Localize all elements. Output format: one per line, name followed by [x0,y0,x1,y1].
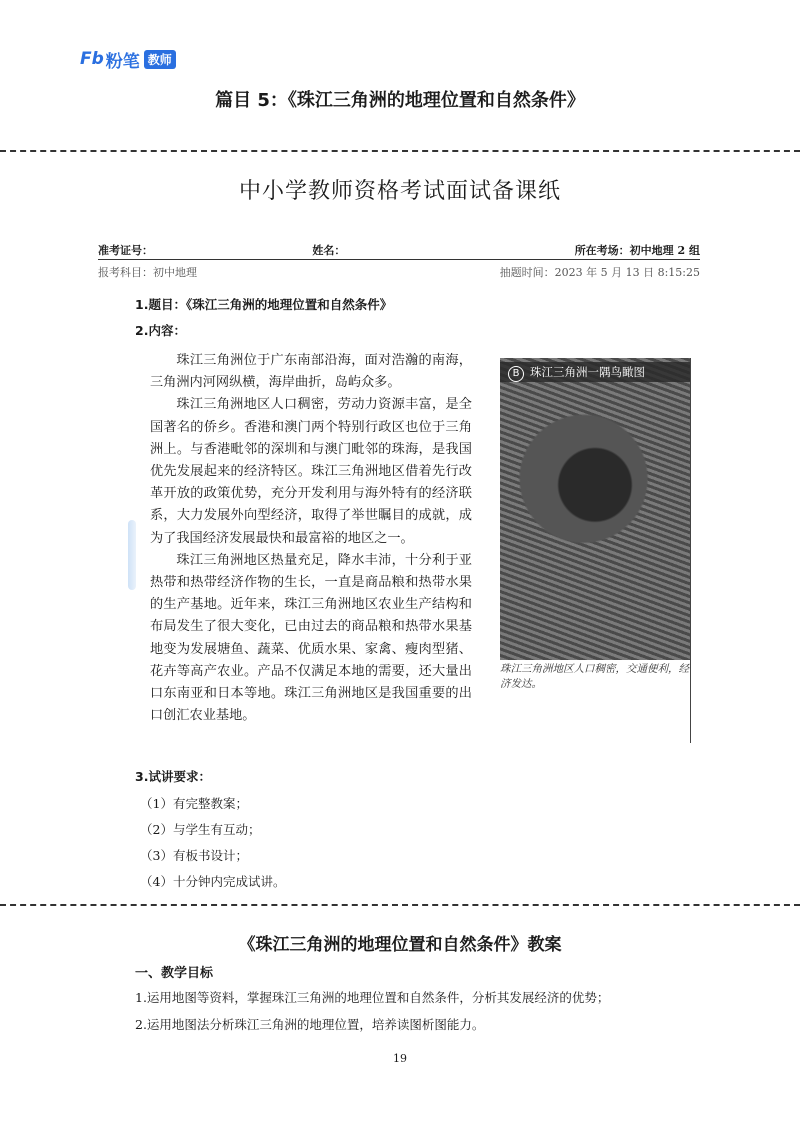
content-heading: 2.内容： [135,323,186,338]
lesson-plan-title: 《珠江三角洲的地理位置和自然条件》教案 [238,935,562,955]
teaching-goal: 2.运用地图法分析珠江三角洲的地理位置，培养读图析图能力。 [135,1017,485,1032]
meta-row-subject [98,264,700,280]
paragraph-location: 珠江三角洲位于广东南部沿海，面对浩瀚的南海，三角洲内河网纵横，海岸曲折，岛屿众多。 [150,353,472,391]
aerial-photo-image [500,358,690,660]
name-label: 姓名： [312,244,346,257]
requirement-item: （2）与学生有互动； [140,822,261,837]
ticket-label: 准考证号： [98,244,153,257]
photo-title: 珠江三角洲一隅鸟瞰图 [530,365,645,379]
logo-name: 粉笔 [105,51,140,72]
venue-label: 所在考场：初中地理 2 组 [574,244,700,257]
requirement-item: （3）有板书设计； [140,848,248,863]
photo-caption: 珠江三角洲地区人口稠密，交通便利，经济发达。 [500,663,689,690]
photo-banner [500,362,690,382]
requirement-item: （4）十分钟内完成试讲。 [140,874,286,889]
aerial-photo [500,358,690,660]
meta-divider [98,259,700,260]
paragraph-agriculture: 珠江三角洲地区热量充足，降水丰沛，十分利于亚热带和热带经济作物的生长，一直是商品粮和热带水果的生产基地。近年来，珠江三角洲地区农业生产结构和布局发生了很大变化，已由过去的商品粮和热带水果基地变为发展塘鱼、蔬菜、优质水果、家禽、瘦肉型猪、花卉等高产农业。产品不仅满足本地的需要，还大量出口东南亚和日本等地。珠江三角洲地区是我国重要的出口创汇农业基地。 [150,552,472,724]
margin-highlight [128,520,136,590]
dashed-divider-top [0,150,800,152]
section-title: 篇目 5：《珠江三角洲的地理位置和自然条件》 [215,90,585,111]
content-passage [150,350,472,727]
meta-row-candidate [98,242,700,258]
photo-badge: B [508,366,524,382]
subject-label: 报考科目：初中地理 [98,266,197,279]
page-number: 19 [393,1052,407,1065]
brand-logo [80,48,176,70]
logo-tag: 教师 [144,50,176,69]
topic-heading: 1.题目：《珠江三角洲的地理位置和自然条件》 [135,297,393,312]
teaching-goals-heading: 一、教学目标 [135,966,214,981]
logo-mark: Fb [80,49,104,69]
draw-time-label: 抽题时间：2023 年 5 月 13 日 8:15:25 [499,266,700,279]
teaching-goal: 1.运用地图等资料，掌握珠江三角洲的地理位置和自然条件，分析其发展经济的优势； [135,990,610,1005]
requirements-heading: 3.试讲要求： [135,769,211,784]
photo-border-line [690,358,691,743]
requirement-item: （1）有完整教案； [140,796,248,811]
exam-title: 中小学教师资格考试面试备课纸 [238,179,561,204]
paragraph-population: 珠江三角洲地区人口稠密，劳动力资源丰富，是全国著名的侨乡。香港和澳门两个特别行政区也位于三角洲上。与香港毗邻的深圳和与澳门毗邻的珠海，是我国优先发展起来的经济特区。珠江三角洲地区借着先行改革开放的政策优势，充分开发利用与海外特有的经济联系，大力发展外向型经济，取得了举世瞩目的成就，成为了我国经济发展最快和最富裕的地区之一。 [150,397,472,546]
dashed-divider-bottom [0,904,800,906]
